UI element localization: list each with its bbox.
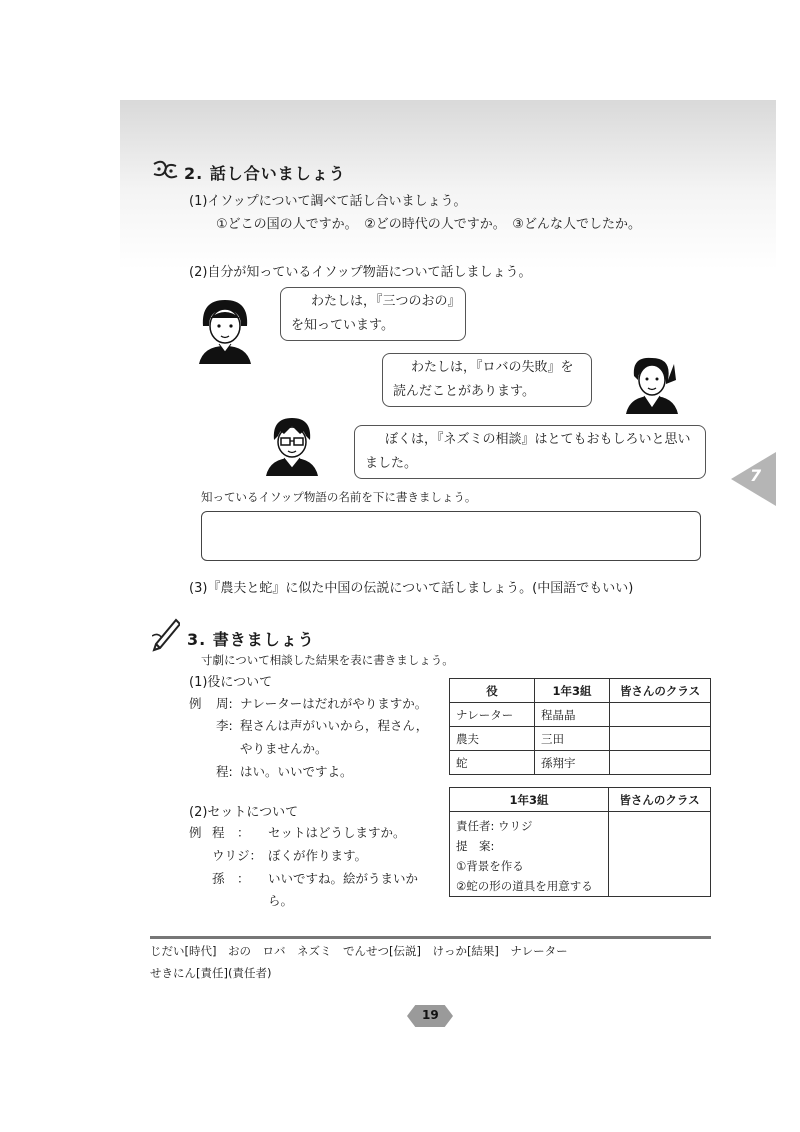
vocab-line-2: せきにん[責任](責任者)	[150, 966, 272, 980]
example1-label: 例	[189, 696, 202, 711]
example2-label: 例	[189, 825, 202, 840]
speech-bubble-1-text: わたしは，『三つのおの』を知っています。	[291, 294, 455, 333]
table-cell: 程晶晶	[535, 703, 610, 727]
example1-speaker-1: 周:	[216, 696, 233, 711]
question-1-sub: ①どこの国の人ですか。 ②どの時代の人ですか。 ③どんな人でしたか。	[216, 217, 641, 232]
proposal-line: 責任者: ウリジ	[456, 819, 533, 833]
example2-speaker-1: 程 ：	[212, 825, 250, 840]
discussion-icon	[150, 158, 180, 189]
table-header: 皆さんのクラス	[609, 788, 711, 812]
question-2: (2)自分が知っているイソップ物語について話しましょう。	[189, 265, 532, 280]
example2-line-1: セットはどうしますか。	[268, 825, 406, 840]
example2-line-3: いいですね。絵がうまいか	[268, 871, 419, 886]
speech-bubble-2	[382, 353, 592, 407]
page-number: 19	[422, 1008, 439, 1022]
question-3: (3)『農夫と蛇』に似た中国の伝説について話しましょう。(中国語でもいい)	[189, 581, 634, 596]
speech-bubble-3-text: ぼくは，『ネズミの相談』はとてもおもしろいと思いました。	[365, 432, 691, 471]
table-header: 1年3組	[535, 679, 610, 703]
girl-ponytail-avatar	[620, 352, 680, 418]
speech-bubble-1	[280, 287, 466, 341]
table-row	[450, 727, 711, 751]
example2-speaker-3: 孫 ：	[212, 871, 250, 886]
table-header-row	[450, 679, 711, 703]
table-cell-blank[interactable]	[610, 703, 711, 727]
table-row	[450, 703, 711, 727]
proposal-line: 提 案:	[456, 839, 495, 853]
answer-box[interactable]	[201, 511, 701, 561]
set-table	[449, 787, 711, 897]
section2-heading: 2. 話し合いましょう	[184, 164, 346, 183]
table-cell: ナレーター	[450, 703, 535, 727]
part1-title: (1)役について	[189, 675, 273, 690]
table-cell-blank[interactable]	[609, 812, 711, 897]
table-cell: 農夫	[450, 727, 535, 751]
table-header: 1年3組	[450, 788, 609, 812]
table-row	[450, 812, 711, 897]
table-cell: 三田	[535, 727, 610, 751]
example1-line-4: はい。いいですよ。	[240, 764, 353, 779]
example2-speaker-2: ウリジ：	[212, 848, 263, 863]
table-header-row	[450, 788, 711, 812]
speech-bubble-2-text: わたしは，『ロバの失敗』を読んだことがあります。	[393, 360, 574, 399]
question-1: (1)イソップについて調べて話し合いましょう。	[189, 194, 467, 209]
vocab-line-1: じだい[時代] おの ロバ ネズミ でんせつ[伝説] けっか[結果] ナレーター	[150, 944, 568, 958]
example1-line-2: 程さんは声がいいから，程さん，	[240, 718, 429, 733]
table-cell-blank[interactable]	[610, 751, 711, 775]
example2-line-2: ぼくが作ります。	[268, 848, 368, 863]
table-header: 役	[450, 679, 535, 703]
table-cell: 蛇	[450, 751, 535, 775]
boy-glasses-avatar	[262, 414, 322, 480]
girl-avatar	[195, 296, 255, 368]
table-header: 皆さんのクラス	[610, 679, 711, 703]
section3-heading: 3. 書きましょう	[187, 630, 315, 649]
example1-line-3: やりませんか。	[240, 741, 328, 756]
roles-table	[449, 678, 711, 775]
example1-speaker-4: 程:	[216, 764, 233, 779]
example2-line-4: ら。	[268, 893, 294, 908]
table-cell: 孫翔宇	[535, 751, 610, 775]
speech-bubble-3	[354, 425, 706, 479]
table-cell-blank[interactable]	[610, 727, 711, 751]
example1-speaker-2: 李:	[216, 718, 233, 733]
proposal-cell	[450, 812, 609, 897]
proposal-line: ②蛇の形の道具を用意する	[456, 879, 593, 893]
section3-intro: 寸劇について相談した結果を表に書きましょう。	[201, 653, 454, 667]
chapter-number: 7	[750, 466, 762, 485]
proposal-line: ①背景を作る	[456, 859, 524, 873]
footer-rule	[150, 936, 711, 939]
pencil-icon	[152, 618, 180, 656]
table-row	[450, 751, 711, 775]
write-prompt: 知っているイソップ物語の名前を下に書きましょう。	[201, 490, 477, 504]
part2-title: (2)セットについて	[189, 805, 299, 820]
example1-line-1: ナレーターはだれがやりますか。	[240, 696, 428, 711]
